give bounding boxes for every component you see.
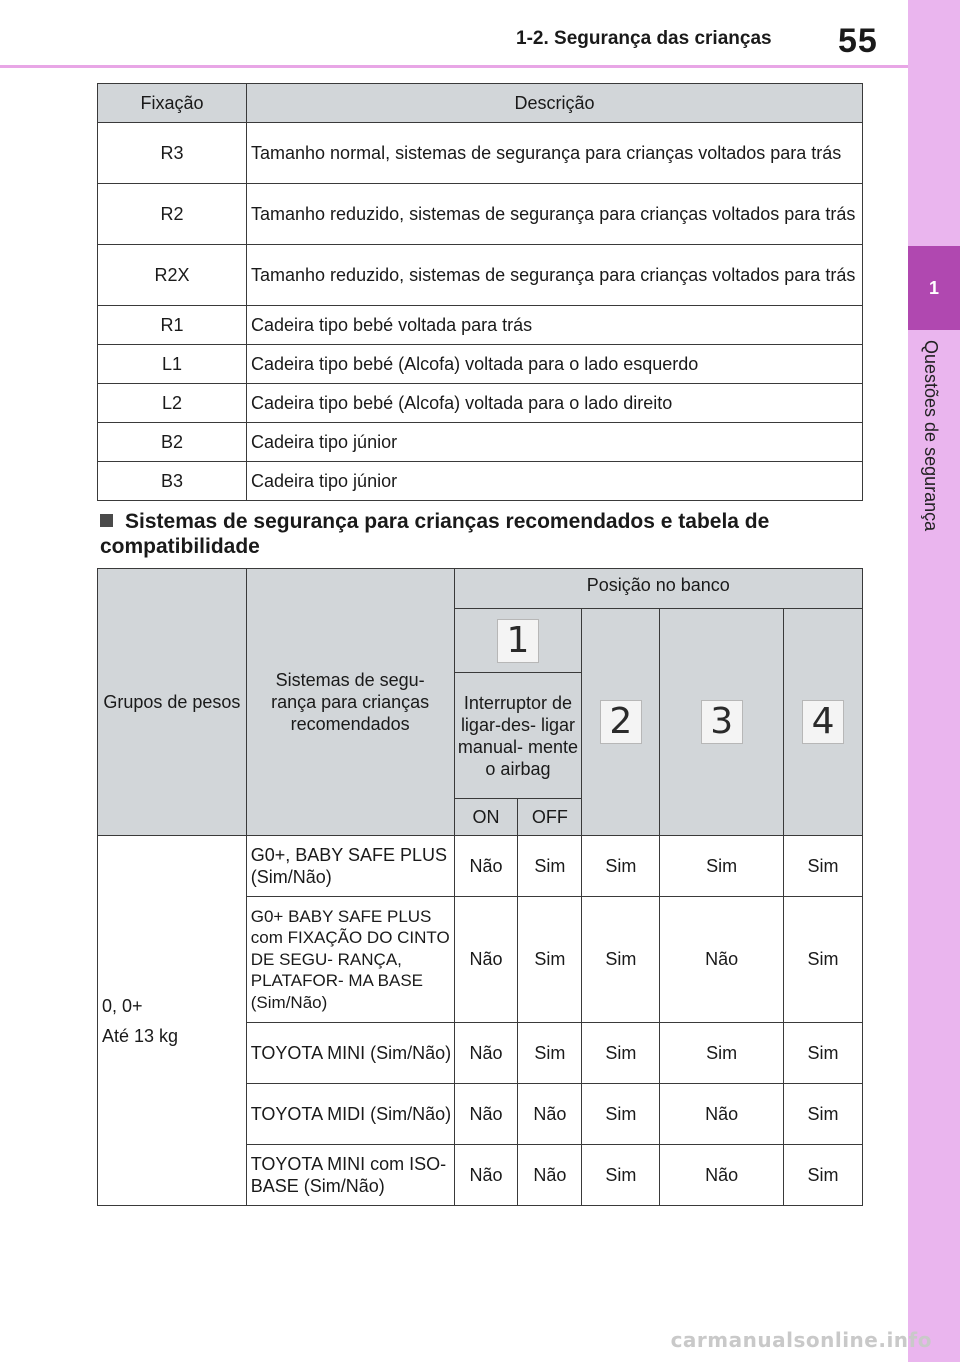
system-name: TOYOTA MIDI (Sim/Não) — [246, 1084, 454, 1145]
table-row — [98, 123, 863, 184]
fixation-description: Cadeira tipo bebé (Alcofa) voltada para o lado esquerdo — [247, 345, 863, 384]
seat-number-4: 4 — [802, 700, 844, 744]
description-column-header: Descrição — [247, 84, 863, 123]
table-row — [98, 423, 863, 462]
compat-value: Não — [454, 897, 518, 1023]
table-row — [98, 836, 863, 897]
airbag-switch-header: Interruptor de ligar-des- ligar manual- mente o airbag — [454, 673, 582, 799]
fixation-column-header: Fixação — [98, 84, 247, 123]
recommended-systems-header: Sistemas de segu- rança para crianças recomendados — [246, 569, 454, 836]
fixation-description: Tamanho reduzido, sistemas de segurança para crianças voltados para trás — [247, 245, 863, 306]
fixation-description: Tamanho normal, sistemas de segurança para crianças voltados para trás — [247, 123, 863, 184]
fixation-code: R1 — [98, 306, 247, 345]
compat-value: Sim — [784, 836, 863, 897]
chapter-label: Questões de segurança — [921, 340, 941, 532]
compat-value: Não — [454, 1023, 518, 1084]
compat-value: Não — [660, 1145, 784, 1206]
compat-value: Sim — [582, 1145, 660, 1206]
compat-value: Não — [518, 1145, 582, 1206]
seat-3-header — [660, 609, 784, 836]
compat-value: Não — [660, 897, 784, 1023]
compat-value: Sim — [582, 897, 660, 1023]
table-row — [98, 184, 863, 245]
fixation-table — [97, 83, 863, 501]
seat-number-1: 1 — [497, 619, 539, 663]
fixation-code: R2 — [98, 184, 247, 245]
fixation-code: B2 — [98, 423, 247, 462]
seat-position-header: Posição no banco — [454, 569, 862, 609]
compat-value: Não — [518, 1084, 582, 1145]
page-number: 55 — [838, 22, 878, 60]
section-heading-text: Sistemas de segurança para crianças recomendados e tabela de compatibilidade — [100, 510, 770, 558]
weight-group-header: Grupos de pesos — [98, 569, 247, 836]
square-bullet-icon — [100, 514, 113, 527]
compat-value: Sim — [784, 897, 863, 1023]
compat-value: Não — [660, 1084, 784, 1145]
seat-number-2: 2 — [600, 700, 642, 744]
compat-value: Sim — [582, 1084, 660, 1145]
weight-limit-value: Até 13 kg — [102, 1025, 179, 1046]
chapter-number-tab[interactable]: 1 — [908, 246, 960, 330]
airbag-on-header: ON — [454, 799, 518, 836]
compat-value: Sim — [582, 1023, 660, 1084]
header-divider — [0, 65, 908, 68]
compat-value: Sim — [784, 1084, 863, 1145]
compat-value: Sim — [518, 897, 582, 1023]
fixation-code: R2X — [98, 245, 247, 306]
watermark-url: carmanualsonline.info — [670, 1328, 932, 1352]
compatibility-table — [97, 568, 863, 1206]
table-row — [98, 384, 863, 423]
fixation-code: L2 — [98, 384, 247, 423]
compat-header-row — [98, 569, 863, 609]
compat-value: Sim — [784, 1023, 863, 1084]
table-row — [98, 245, 863, 306]
section-title: 1-2. Segurança das crianças — [516, 28, 772, 49]
fixation-code: L1 — [98, 345, 247, 384]
seat-2-header — [582, 609, 660, 836]
chapter-side-tab — [908, 0, 960, 1362]
system-name: TOYOTA MINI (Sim/Não) — [246, 1023, 454, 1084]
fixation-description: Tamanho reduzido, sistemas de segurança para crianças voltados para trás — [247, 184, 863, 245]
fixation-description: Cadeira tipo bebé (Alcofa) voltada para o lado direito — [247, 384, 863, 423]
seat-4-header — [784, 609, 863, 836]
compat-value: Não — [454, 1145, 518, 1206]
fixation-table-header-row — [98, 84, 863, 123]
seat-number-3: 3 — [701, 700, 743, 744]
compat-value: Sim — [518, 1023, 582, 1084]
fixation-description: Cadeira tipo júnior — [247, 462, 863, 501]
fixation-code: R3 — [98, 123, 247, 184]
compat-value: Sim — [582, 836, 660, 897]
compat-value: Sim — [784, 1145, 863, 1206]
fixation-description: Cadeira tipo júnior — [247, 423, 863, 462]
compat-value: Não — [454, 836, 518, 897]
weight-group-cell — [98, 836, 247, 1206]
compatibility-section-heading — [100, 509, 840, 559]
airbag-off-header: OFF — [518, 799, 582, 836]
fixation-description: Cadeira tipo bebé voltada para trás — [247, 306, 863, 345]
system-name: G0+ BABY SAFE PLUS com FIXAÇÃO DO CINTO DE SEGU- RANÇA, PLATAFOR- MA BASE (Sim/Não) — [246, 897, 454, 1023]
fixation-code: B3 — [98, 462, 247, 501]
system-name: G0+, BABY SAFE PLUS (Sim/Não) — [246, 836, 454, 897]
table-row — [98, 462, 863, 501]
system-name: TOYOTA MINI com ISO-BASE (Sim/Não) — [246, 1145, 454, 1206]
compat-value: Sim — [518, 836, 582, 897]
compat-value: Sim — [660, 1023, 784, 1084]
table-row — [98, 306, 863, 345]
weight-group-value: 0, 0+ — [102, 995, 143, 1016]
compat-value: Não — [454, 1084, 518, 1145]
seat-1-header — [454, 609, 582, 673]
table-row — [98, 345, 863, 384]
compat-value: Sim — [660, 836, 784, 897]
